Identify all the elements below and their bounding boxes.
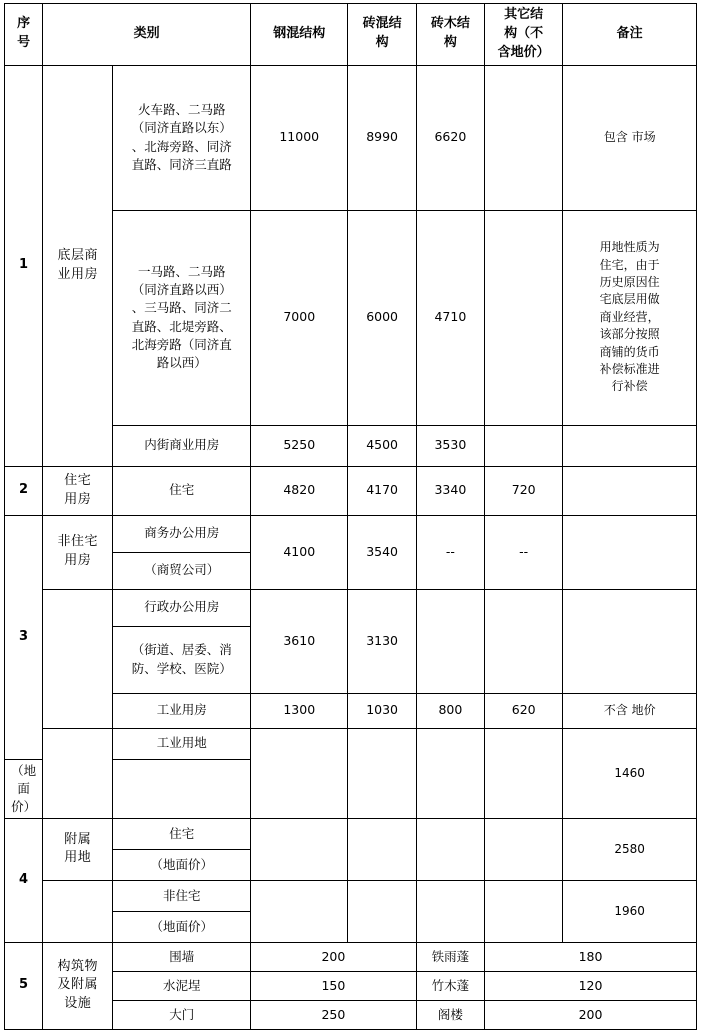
structure-item-name: 围墙 [113, 942, 251, 971]
subcategory-inner-street: 内街商业用房 [113, 425, 251, 466]
subcategory-area-west-line4: 直路、北堤旁路、 [131, 318, 232, 334]
subcategory-industrial-land-note: （地面价） [5, 759, 43, 818]
table-row [5, 515, 697, 552]
subcategory-ancillary-residential-note: （地面价） [113, 849, 251, 880]
value-brick-wood [416, 728, 484, 818]
value-brick-concrete: 1030 [348, 693, 416, 728]
remark-line6: 该部分按照 [599, 327, 660, 342]
row-index-5: 5 [5, 942, 43, 1029]
category-ground-floor-commercial [43, 65, 113, 466]
category-line2: 用房 [64, 491, 92, 507]
structure-item-value-2: 180 [485, 942, 697, 971]
subcategory-business-office: 商务办公用房 [113, 515, 251, 552]
category-line1: 底层商 [57, 247, 99, 263]
value-concrete: 4820 [251, 466, 348, 515]
category-line3: 设施 [64, 996, 92, 1012]
subcategory-area-east-line1: 火车路、二马路 [137, 102, 226, 118]
value-brick-concrete: 4500 [348, 425, 416, 466]
structure-item-value-2: 120 [485, 971, 697, 1000]
value-brick-wood [416, 880, 484, 942]
value-other [485, 589, 563, 693]
header-other-line3: 含地价） [497, 44, 550, 60]
header-brick-wood-line2: 构 [443, 35, 457, 51]
document-page [0, 3, 701, 1022]
value-other [485, 210, 563, 425]
header-other-line2: 构（不 [504, 25, 544, 41]
value-other [485, 65, 563, 210]
value-concrete: 4100 [251, 515, 348, 589]
value-brick-wood: 800 [416, 693, 484, 728]
value-concrete: 7000 [251, 210, 348, 425]
subcategory-industrial-building: 工业用房 [113, 693, 251, 728]
value-concrete [251, 880, 348, 942]
value-brick-concrete: 8990 [348, 65, 416, 210]
subcategory-admin-office: 行政办公用房 [113, 589, 251, 626]
header-seq-line2: 号 [17, 35, 31, 51]
remark-line3: 历史原因住 [599, 275, 660, 290]
table-row [5, 65, 697, 210]
structure-item-value-2: 200 [485, 1000, 697, 1029]
header-remark: 备注 [563, 4, 697, 66]
value-brick-wood: 6620 [416, 65, 484, 210]
remark-cell [563, 210, 697, 425]
table-row [5, 728, 697, 759]
header-brick-concrete-line2: 构 [375, 35, 389, 51]
remark-cell: 不含 地价 [563, 693, 697, 728]
category-line2: 用地 [64, 850, 92, 866]
category-line1: 附属 [64, 831, 92, 847]
remark-line4: 宅底层用做 [599, 292, 660, 307]
subcategory-area-west-line6: 路以西） [156, 354, 207, 370]
row-index-2: 2 [5, 466, 43, 515]
category-ancillary-land-spacer [43, 880, 113, 942]
remark-cell [563, 515, 697, 589]
value-other [485, 425, 563, 466]
structure-item-name: 水泥埕 [113, 971, 251, 1000]
header-concrete: 钢混结构 [251, 4, 348, 66]
header-seq-line1: 序 [17, 16, 31, 32]
remark-line7: 商铺的货币 [599, 344, 660, 359]
remark-cell: 包含 市场 [563, 65, 697, 210]
structure-item-value: 150 [251, 971, 417, 1000]
remark-cell [563, 466, 697, 515]
remark-line8: 补偿标准进 [599, 362, 660, 376]
category-non-residential-spacer-2 [43, 728, 113, 818]
table-row [5, 466, 697, 515]
remark-line5: 商业经营， [599, 309, 660, 324]
category-line1: 非住宅 [57, 534, 99, 550]
header-other-structure [485, 4, 563, 66]
value-brick-concrete: 6000 [348, 210, 416, 425]
value-brick-concrete [348, 728, 416, 818]
remark-line9: 行补偿 [611, 379, 648, 394]
value-other [485, 880, 563, 942]
subcategory-ancillary-non-residential-note: （地面价） [113, 911, 251, 942]
subcategory-area-west-line1: 一马路、二马路 [137, 264, 226, 280]
value-other: 720 [485, 466, 563, 515]
subcategory-ancillary-non-residential: 非住宅 [113, 880, 251, 911]
structure-item-value: 200 [251, 942, 417, 971]
header-brick-concrete-line1: 砖混结 [362, 16, 402, 32]
header-brick-concrete [348, 4, 416, 66]
row-index-4: 4 [5, 818, 43, 942]
value-brick-wood: 3530 [416, 425, 484, 466]
remark-cell: 2580 [563, 818, 697, 880]
table-row [5, 942, 697, 971]
subcategory-area-west-line5: 北海旁路（同济直 [131, 336, 232, 352]
value-concrete: 11000 [251, 65, 348, 210]
category-line1: 住宅 [64, 472, 92, 488]
subcategory-area-east-line2: （同济直路以东） [131, 120, 232, 136]
header-brick-wood-line1: 砖木结 [430, 16, 470, 32]
value-concrete: 5250 [251, 425, 348, 466]
header-category: 类别 [43, 4, 251, 66]
row-index-1: 1 [5, 65, 43, 466]
subcategory-area-east-line4: 直路、同济三直路 [131, 156, 232, 172]
value-concrete: 1300 [251, 693, 348, 728]
remark-cell: 1960 [563, 880, 697, 942]
structure-item-name-2: 阁楼 [416, 1000, 484, 1029]
row-index-3: 3 [5, 515, 43, 759]
category-ancillary-land [43, 818, 113, 880]
subcategory-area-east [113, 65, 251, 210]
category-non-residential-spacer [43, 589, 113, 728]
subcategory-admin-office-note [113, 626, 251, 693]
table-row [5, 818, 697, 849]
value-other: 620 [485, 693, 563, 728]
table-row [5, 589, 697, 626]
remark-line2: 住宅，由于 [599, 257, 660, 272]
subcategory-area-west [113, 210, 251, 425]
subcategory-area-west-line3: 、三马路、同济二 [131, 300, 232, 316]
category-line2: 业用房 [57, 266, 99, 282]
category-residential [43, 466, 113, 515]
header-other-line1: 其它结 [504, 7, 544, 22]
subcategory-area-west-line2: （同济直路以西） [131, 282, 232, 298]
value-concrete: 3610 [251, 589, 348, 693]
header-brick-wood [416, 4, 484, 66]
value-concrete [251, 818, 348, 880]
subcategory-area-east-line3: 、北海旁路、同济 [131, 138, 232, 154]
value-brick-wood: 3340 [416, 466, 484, 515]
value-other [485, 818, 563, 880]
table-row [5, 880, 697, 911]
value-other [485, 728, 563, 818]
value-concrete [251, 728, 348, 818]
value-brick-wood: 4710 [416, 210, 484, 425]
value-brick-wood: -- [416, 515, 484, 589]
category-non-residential [43, 515, 113, 589]
subcategory-business-office-note: （商贸公司） [113, 552, 251, 589]
value-brick-wood [416, 818, 484, 880]
value-brick-concrete [348, 818, 416, 880]
category-structures-facilities [43, 942, 113, 1029]
remark-line1: 用地性质为 [599, 240, 660, 255]
category-line2: 及附属 [57, 977, 99, 993]
value-brick-wood [416, 589, 484, 693]
subcategory-admin-office-note-line1: （街道、居委、消 [131, 642, 232, 658]
structure-item-value: 250 [251, 1000, 417, 1029]
remark-cell: 1460 [563, 728, 697, 818]
subcategory-admin-office-note-line2: 防、学校、医院） [131, 660, 232, 676]
subcategory-industrial-land: 工业用地 [113, 728, 251, 759]
structure-item-name-2: 铁雨蓬 [416, 942, 484, 971]
remark-cell [563, 589, 697, 693]
remark-cell [563, 425, 697, 466]
structure-item-name-2: 竹木蓬 [416, 971, 484, 1000]
value-brick-concrete: 3130 [348, 589, 416, 693]
value-other: -- [485, 515, 563, 589]
value-brick-concrete: 4170 [348, 466, 416, 515]
structure-item-name: 大门 [113, 1000, 251, 1029]
category-line1: 构筑物 [57, 958, 99, 974]
category-line2: 用房 [64, 553, 92, 569]
value-brick-concrete [348, 880, 416, 942]
value-brick-concrete: 3540 [348, 515, 416, 589]
compensation-standard-table [4, 3, 697, 1030]
subcategory-residence: 住宅 [113, 466, 251, 515]
subcategory-ancillary-residential: 住宅 [113, 818, 251, 849]
header-seq [5, 4, 43, 66]
